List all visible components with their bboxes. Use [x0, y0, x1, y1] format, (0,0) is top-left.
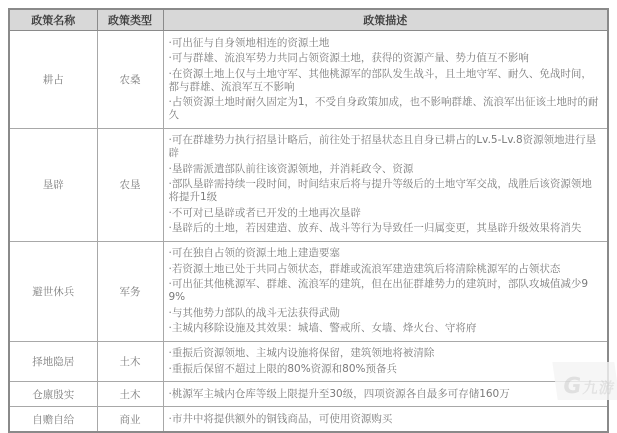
watermark-label: 九游	[581, 378, 617, 397]
policy-description-cell	[163, 128, 608, 241]
policy-type-cell: 商业	[97, 407, 163, 433]
table-row	[9, 241, 608, 341]
table-row	[9, 341, 608, 382]
description-line: ·若资源土地已处于共同占领状态，群雄或流浪军建造建筑后将清除桃源军的占领状态	[168, 262, 561, 275]
description-line: ·不可对已垦辟或者已开发的土地再次垦辟	[168, 206, 361, 219]
policy-type-cell: 土木	[97, 341, 163, 382]
column-header-policy-description: 政策描述	[163, 9, 608, 31]
watermark-background	[552, 362, 617, 400]
policy-description-cell	[163, 382, 608, 407]
policy-description-cell	[163, 241, 608, 341]
policy-name-cell: 耕占	[9, 31, 97, 129]
policy-table	[8, 8, 609, 433]
description-line: ·垦辟后的土地，若因建造、放弃、战斗等行为导致任一归属变更，其垦辟升级效果将消失	[168, 222, 582, 234]
policy-type-cell: 军务	[97, 241, 163, 341]
policy-name-cell: 自赡自给	[9, 407, 97, 433]
table-row	[9, 382, 608, 407]
description-line: ·重振后保留不超过上限的80%资源和80%预备兵	[168, 362, 398, 375]
column-header-policy-name: 政策名称	[9, 9, 97, 31]
policy-name-cell: 避世休兵	[9, 241, 97, 341]
description-line: ·可在群雄势力执行招垦计略后，前往处于招垦状态且自身已耕占的Lv.5-Lv.8资源领地进行垦辟	[168, 134, 597, 159]
policy-type-cell: 土木	[97, 382, 163, 407]
description-line: ·垦辟需派遣部队前往该资源领地，并消耗政令、资源	[168, 162, 414, 175]
description-line: ·占领资源土地时耐久固定为1，不受自身政策加成，也不影响群雄、流浪军出征该土地时的耐久	[168, 96, 599, 121]
policy-name-cell: 择地隐居	[9, 341, 97, 382]
description-line: ·部队垦辟需持续一段时间，时间结束后将与提升等级后的土地守军交战，战胜后该资源领地将提升1级	[168, 178, 592, 203]
description-line: ·桃源军主城内仓库等级上限提升至30级，四项资源各自最多可存储160万	[168, 387, 510, 400]
description-line: ·在资源土地上仅与土地守军、其他桃源军的部队发生战斗，且土地守军、耐久、免战时间，都与群雄、流浪军互不影响	[168, 67, 592, 93]
policy-description-cell	[163, 31, 608, 129]
description-line: ·可与群雄、流浪军势力共同占领资源土地，获得的资源产量、势力值互不影响	[168, 52, 529, 64]
policy-description-cell	[163, 407, 608, 433]
description-line: ·可出征与自身领地相连的资源土地	[168, 36, 330, 49]
description-line: ·可在独自占领的资源土地上建造要塞	[168, 247, 340, 259]
table-row	[9, 31, 608, 129]
description-line: ·主城内移除设施及其效果：城墙、警戒所、女墙、烽火台、守将府	[168, 322, 477, 334]
policy-name-cell: 垦辟	[9, 128, 97, 241]
policy-description-cell	[163, 341, 608, 382]
description-line: ·可出征其他桃源军、群雄、流浪军的建筑，但在出征群雄势力的建筑时，部队攻城值减少99%	[168, 278, 589, 303]
header-row	[9, 9, 608, 31]
description-line: ·与其他势力部队的战斗无法获得武勋	[168, 306, 340, 319]
description-line: ·市井中将提供额外的铜钱商品，可使用资源购买	[168, 412, 393, 425]
column-header-policy-type: 政策类型	[97, 9, 163, 31]
policy-name-cell: 仓廪殷实	[9, 382, 97, 407]
table-row	[9, 407, 608, 433]
policy-type-cell: 农垦	[97, 128, 163, 241]
description-line: ·重振后资源领地、主城内设施将保留，建筑领地将被清除	[168, 347, 435, 359]
table-row	[9, 128, 608, 241]
policy-type-cell: 农桑	[97, 31, 163, 129]
9game-logo-icon: G	[561, 374, 583, 399]
